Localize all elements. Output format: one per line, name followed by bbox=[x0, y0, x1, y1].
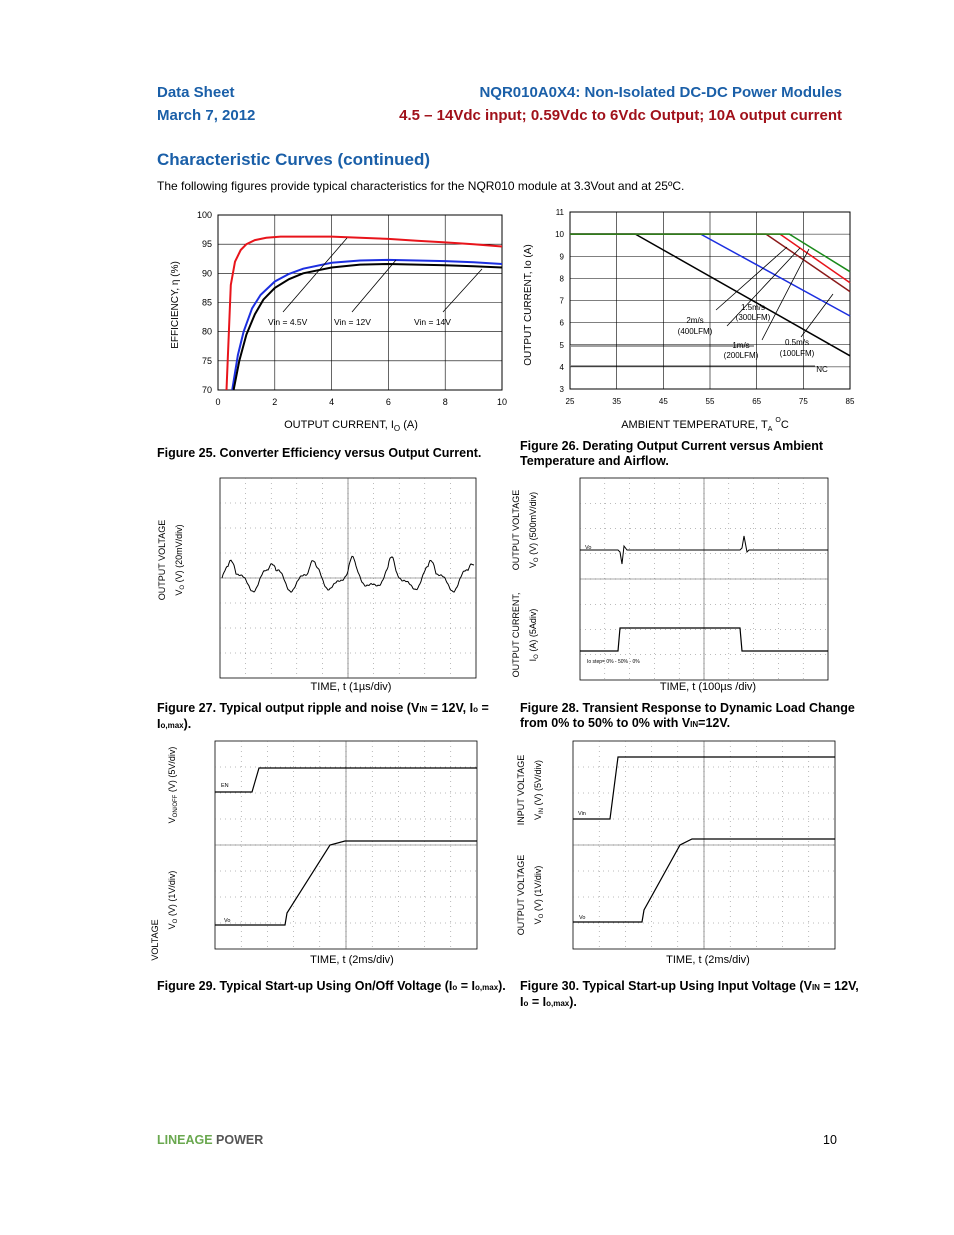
fig25-annotation-14v: Vin = 14V bbox=[414, 317, 451, 327]
fig29-scope bbox=[145, 735, 485, 970]
fig25-xtick-label: 2 bbox=[272, 397, 278, 407]
fig28-ylabel-top-2: $V_O$ (V) (500mV/div) bbox=[528, 491, 540, 569]
fig30-caption: Figure 30. Typical Start-up Using Input Voltage (VIN = 12V, Io = Io,max). bbox=[520, 979, 859, 1009]
fig30-trace-vin-label: Vin bbox=[578, 811, 586, 817]
fig26-ytick-label: 3 bbox=[559, 385, 564, 394]
fig26-xtick-label: 35 bbox=[612, 397, 622, 406]
fig28-xlabel: TIME, t (100µs /div) bbox=[659, 681, 757, 693]
fig26-label-1ms: 1m/s bbox=[732, 341, 750, 350]
fig26-xtick-label: 25 bbox=[565, 397, 575, 406]
fig28-ylabel-bot-1: OUTPUT CURRENT, bbox=[511, 592, 521, 678]
fig27-caption: Figure 27. Typical output ripple and noise (VIN = 12V, Io = Io,max). bbox=[157, 701, 489, 731]
fig26-ytick-label: 11 bbox=[555, 208, 564, 217]
page-number: 10 bbox=[823, 1133, 837, 1147]
fig26-label-400lfm: (400LFM) bbox=[677, 327, 713, 336]
fig28-ylabel-top-1: OUTPUT VOLTAGE bbox=[511, 489, 521, 571]
fig26-label-100lfm: (100LFM) bbox=[779, 349, 815, 358]
fig26-xtick-label: 55 bbox=[705, 397, 715, 406]
fig26-ytick-label: 5 bbox=[559, 340, 564, 350]
fig25-xtick-label: 8 bbox=[442, 397, 448, 407]
fig26-chart bbox=[515, 200, 865, 440]
fig25-xlabel: OUTPUT CURRENT, $I_O$ (A) bbox=[284, 419, 418, 433]
fig30-xlabel: TIME, t (2ms/div) bbox=[666, 954, 750, 966]
fig26-ylabel: OUTPUT CURRENT, Io (A) bbox=[523, 244, 534, 366]
fig26-ytick-label: 6 bbox=[559, 318, 564, 328]
fig28-trace-vo-label: Vo bbox=[585, 545, 592, 551]
fig25-chart bbox=[150, 200, 520, 440]
fig26-label-2ms: 2m/s bbox=[686, 316, 704, 325]
section-title: Characteristic Curves (continued) bbox=[157, 150, 431, 169]
fig28-trace-io-label: Io step= 0% - 50% - 0% bbox=[587, 659, 640, 665]
fig26-caption: Figure 26. Derating Output Current versus Ambient Temperature and Airflow. bbox=[520, 439, 824, 468]
intro-text: The following figures provide typical characteristics for the NQR010 module at 3.3Vout and at 25ºC. bbox=[157, 179, 685, 193]
fig25-ytick-label: 75 bbox=[201, 355, 212, 366]
fig29-caption: Figure 29. Typical Start-up Using On/Off Voltage (Io = Io,max). bbox=[157, 979, 506, 993]
fig25-xtick-label: 0 bbox=[215, 397, 221, 407]
fig30-ylabel-bot-2: $V_O$ (V) (1V/div) bbox=[533, 865, 545, 925]
fig29-trace-en-label: EN bbox=[221, 783, 229, 789]
fig26-xtick-label: 85 bbox=[845, 397, 855, 406]
fig25-annotation-12v: Vin = 12V bbox=[334, 317, 371, 327]
fig27-ylabel-1: OUTPUT VOLTAGE bbox=[157, 519, 167, 601]
fig28-scope bbox=[505, 470, 835, 696]
fig26-label-nc: NC bbox=[816, 365, 828, 374]
header-product-spec: 4.5 – 14Vdc input; 0.59Vdc to 6Vdc Output; 10A output current bbox=[399, 107, 842, 124]
fig29-ylabel-bot-1: VOLTAGE bbox=[150, 919, 160, 961]
fig27-xlabel: TIME, t (1µs/div) bbox=[310, 681, 392, 693]
fig26-ytick-label: 4 bbox=[559, 362, 564, 372]
fig25-annotation-4v5: Vin = 4.5V bbox=[268, 317, 308, 327]
fig26-xlabel: AMBIENT TEMPERATURE, $T_A^OC$ bbox=[621, 417, 789, 433]
fig26-ytick-label: 10 bbox=[555, 230, 564, 240]
fig26-label-200lfm: (200LFM) bbox=[723, 351, 759, 360]
fig26-ytick-label: 7 bbox=[559, 296, 564, 306]
footer-brand: LINEAGE POWER bbox=[157, 1133, 264, 1147]
header-date: March 7, 2012 bbox=[157, 107, 256, 124]
fig26-label-0-5ms: 0.5m/s bbox=[784, 338, 810, 347]
fig29-ylabel-top: $V_{ON/OFF}$ (V) (5V/div) bbox=[167, 746, 179, 824]
fig26-ytick-label: 9 bbox=[559, 252, 564, 262]
fig25-ylabel: EFFICIENCY, η (%) bbox=[170, 261, 181, 349]
fig25-xtick-label: 6 bbox=[385, 397, 391, 407]
header-product-title: NQR010A0X4: Non-Isolated DC-DC Power Modules bbox=[479, 84, 842, 101]
fig30-ylabel-bot-1: OUTPUT VOLTAGE bbox=[516, 854, 526, 936]
fig25-xtick-label: 10 bbox=[496, 397, 508, 407]
fig25-ytick-label: 90 bbox=[201, 268, 212, 279]
fig29-xlabel: TIME, t (2ms/div) bbox=[310, 954, 394, 966]
fig26-ytick-label: 8 bbox=[559, 274, 564, 284]
fig25-caption: Figure 25. Converter Efficiency versus Output Current. bbox=[157, 446, 482, 460]
fig26-xtick-label: 65 bbox=[752, 397, 762, 406]
fig27-scope bbox=[150, 470, 480, 696]
fig29-trace-vo-label: Vo bbox=[224, 918, 231, 924]
fig30-ylabel-top-1: INPUT VOLTAGE bbox=[516, 754, 526, 826]
fig30-trace-vo-label: Vo bbox=[579, 915, 586, 921]
fig25-ytick-label: 100 bbox=[196, 210, 212, 220]
fig30-scope bbox=[510, 735, 840, 970]
header-doc-type: Data Sheet bbox=[157, 84, 235, 101]
fig26-label-1-5ms: 1.5m/s bbox=[740, 303, 766, 312]
fig25-ytick-label: 85 bbox=[201, 297, 212, 308]
fig25-ytick-label: 70 bbox=[201, 385, 212, 395]
fig30-ylabel-top-2: $V_{IN}$ (V) (5V/div) bbox=[533, 759, 545, 821]
fig25-ytick-label: 95 bbox=[201, 239, 212, 250]
fig25-ytick-label: 80 bbox=[201, 326, 212, 337]
fig29-ylabel-bot-2: $V_O$ (V) (1V/div) bbox=[167, 870, 179, 930]
fig26-xtick-label: 45 bbox=[658, 397, 668, 406]
fig27-ylabel-2: $V_O$ (V) (20mV/div) bbox=[174, 524, 186, 596]
fig26-label-300lfm: (300LFM) bbox=[735, 313, 771, 322]
fig28-caption: Figure 28. Transient Response to Dynamic Load Change from 0% to 50% to 0% with VIN=12V. bbox=[520, 701, 855, 730]
fig28-ylabel-bot-2: $I_O$ (A) (5Adiv) bbox=[528, 608, 540, 662]
fig25-xtick-label: 4 bbox=[329, 397, 335, 407]
fig26-xtick-label: 75 bbox=[798, 397, 808, 406]
